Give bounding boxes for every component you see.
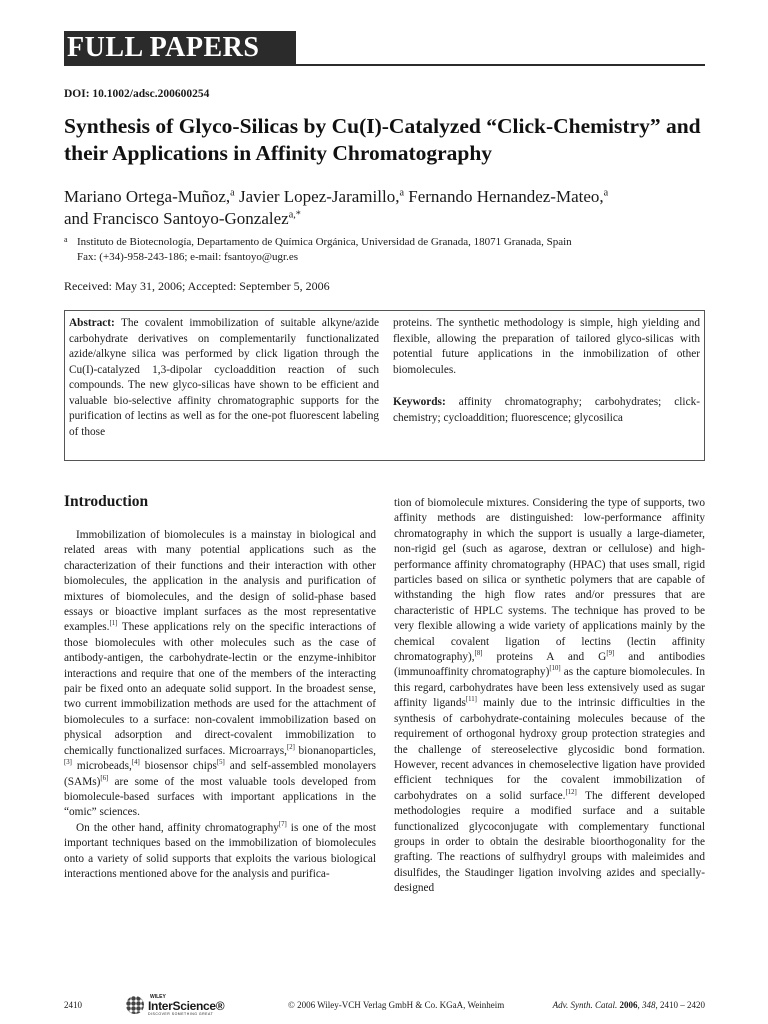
citation[interactable]: [3] (64, 759, 72, 767)
paragraph-text: tion of biomolecule mixtures. Considering the type of supports, two affinity methods are distinguished: low-performance affinity chromatography in which the support is usually a large-diameter, non-rigid gel (such as agarose, dextran or cellulose) and high-performance affinity chromatography (HPAC) that uses small, rigid particles based on silica or synthetic polymers that are capable of withstanding the high flow rates and/or pressures that are characteristic of HPLC systems. The technique has proved to be very flexible allowing a wide variety of applications mainly by the chemical covalent ligation of lectins (lectin affinity chromatography), (394, 497, 705, 664)
paragraph (64, 528, 376, 821)
abstract-box (64, 310, 705, 461)
abstract-text: The covalent immobilization of suitable alkyne/azide carbohydrate derivatives on complementarily functionalizated azide/alkyne silica was performed by click ligation through the Cu(I)-catalyzed 1,3-dipolar cycloaddition reaction of such compounds. The new glyco-silicas have shown to be efficient and valuable bio-selective affinity chromatographic supports for the purification of lectins as well as for the one-pot fluorescent labeling of those (69, 317, 380, 438)
paragraph-text: biosensor chips (139, 760, 217, 773)
paragraph-text: as the capture biomolecules. In this regard, carbohydrates have been less extensively used as sugar affinity ligands (394, 666, 705, 710)
citation[interactable]: [8] (474, 650, 483, 658)
logo-tagline: DISCOVER SOMETHING GREAT (148, 1012, 214, 1016)
page-number: 2410 (64, 1000, 82, 1010)
author-affil-mark: a (603, 187, 609, 199)
author-affil-mark: a (230, 187, 235, 199)
body-column-left (64, 492, 376, 882)
author-affil-mark: a (399, 187, 404, 199)
paragraph-text: is one of the most important techniques based on the immobilization of biomolecules onto a variety of solid supports that exploits the various biological interactions mentioned above for the analysis and purifica- (64, 821, 376, 880)
author-name: Mariano Ortega-Muñoz, (64, 187, 231, 206)
affiliation-address: Instituto de Biotecnología, Departamento de Química Orgánica, Universidad de Granada, 18071 Granada, Spain (77, 236, 572, 248)
abstract-text-continued: proteins. The synthetic methodology is simple, high yielding and flexible, allowing the preparation of tailored glyco-silicas with potential future applications in the inmobilization of other biomolecules. (393, 317, 700, 376)
author-name: and Francisco Santoyo-Gonzalez (64, 209, 289, 228)
paragraph-text: are some of the most valuable tools developed from biomolecule-based surfaces with important applications in the “omic” sciences. (64, 775, 376, 819)
page-footer (64, 995, 705, 1015)
journal-year: 2006 (619, 1000, 638, 1010)
abstract-column-left (69, 316, 379, 440)
author-list (64, 186, 709, 230)
author-name: Javier Lopez-Jaramillo, (238, 187, 400, 206)
citation[interactable]: [7] (278, 820, 287, 828)
logo-wiley-text: WILEY (150, 994, 166, 1000)
section-heading: Introduction (64, 493, 149, 510)
header-rule (64, 64, 705, 66)
paragraph-text: bionanoparticles, (294, 744, 376, 757)
citation[interactable]: [5] (216, 759, 225, 767)
journal-volume: 348 (642, 1000, 656, 1010)
author-affil-mark: a,* (288, 209, 301, 221)
journal-name: Adv. Synth. Catal. (552, 1000, 618, 1010)
citation[interactable]: [9] (606, 650, 615, 658)
abstract-column-right (393, 316, 700, 426)
logo-interscience-text: InterScience® (148, 999, 225, 1013)
paragraph-text: Immobilization of biomolecules is a mainstay in biological and related areas with many potential applications such as the characterization of their functions and their interaction with other biomolecules, the application in the analysis and purification of mixtures of biomolecules, and the design of solid-phase based essays or bioactive implant surfaces as the most representative examples. (64, 529, 376, 634)
citation[interactable]: [2] (286, 743, 295, 751)
journal-citation: Adv. Synth. Catal. 2006, 348, 2410 – 2420 (552, 1000, 705, 1010)
paragraph-text: The different developed methodologies require a modified surface and a suitable functionalized glycoconjugate with complementary functional groups in order to obtain the desirable bioorthogonality for the grafting. The reactions of sulfhydryl groups with maleimides and disulfides, the Staudinger ligation involving azides and specially-designed (394, 789, 705, 895)
paragraph-text: microbeads, (71, 760, 132, 773)
keywords-text: affinity chromatography; carbohydrates; click-chemistry; cycloaddition; fluorescence; glycosilica (393, 396, 700, 424)
citation[interactable]: [6] (100, 774, 109, 782)
affiliation (64, 235, 709, 265)
paragraph (394, 496, 705, 897)
paragraph-text: and antibodies (immunoaffinity chromatography) (394, 651, 705, 679)
interscience-logo (126, 995, 230, 1015)
doi: DOI: 10.1002/adsc.200600254 (64, 88, 210, 100)
logo-dots-icon (126, 996, 144, 1014)
article-title: Synthesis of Glyco-Silicas by Cu(I)-Catalyzed “Click-Chemistry” and their Applications in Affinity Chromatography (64, 114, 701, 165)
journal-pages: , 2410 – 2420 (655, 1000, 705, 1010)
section-banner: FULL PAPERS (64, 31, 296, 65)
citation[interactable]: [4] (131, 759, 140, 767)
keywords (393, 395, 700, 426)
author-name: Fernando Hernandez-Mateo, (408, 187, 604, 206)
paragraph-text: proteins A and G (482, 651, 607, 664)
abstract-label: Abstract: (69, 317, 115, 329)
paragraph-text: On the other hand, affinity chromatography (76, 821, 279, 834)
body-column-right (394, 496, 705, 897)
citation[interactable]: [11] (465, 696, 477, 704)
paragraph-text: mainly due to the intrinsic difficulties in the synthesis of carbohydrate-containing molecules because of the requirement of orthogonal hydroxy group protection strategies and the challenge of stereoselective glycosidic bond formation. However, recent advances in chemoselective ligation have provided efficient techniques for the covalent immobilization of carbohydrates on a solid surface. (394, 697, 705, 802)
citation[interactable]: [1] (109, 620, 118, 628)
citation[interactable]: [10] (549, 665, 561, 673)
paragraph-text: and self-assembled monolayers (SAMs) (64, 760, 376, 788)
paragraph-text: These applications rely on the specific interactions of those biomolecules with other molecules such as the case of antibody-antigen, the carbohydrate-lectin or the enzyme-inhibitor interactions and require that one of the members of the interacting pair be fixed onto an adequate solid support. In the broadest sense, two current immobilization methods are used for the attachment of biomolecules to a surface: non-covalent immobilization based on physical adsorption and direct-covalent immobilization to chemically functionalized surfaces. Microarrays, (64, 621, 376, 757)
affiliation-mark: a (64, 235, 68, 244)
affiliation-contact: Fax: (+34)-958-243-186; e-mail: fsantoyo@ugr.es (77, 251, 299, 263)
citation[interactable]: [12] (565, 788, 577, 796)
received-dates: Received: May 31, 2006; Accepted: September 5, 2006 (64, 279, 330, 293)
copyright: © 2006 Wiley-VCH Verlag GmbH & Co. KGaA, Weinheim (288, 1000, 505, 1010)
keywords-label: Keywords: (393, 396, 446, 408)
paragraph (64, 821, 376, 883)
